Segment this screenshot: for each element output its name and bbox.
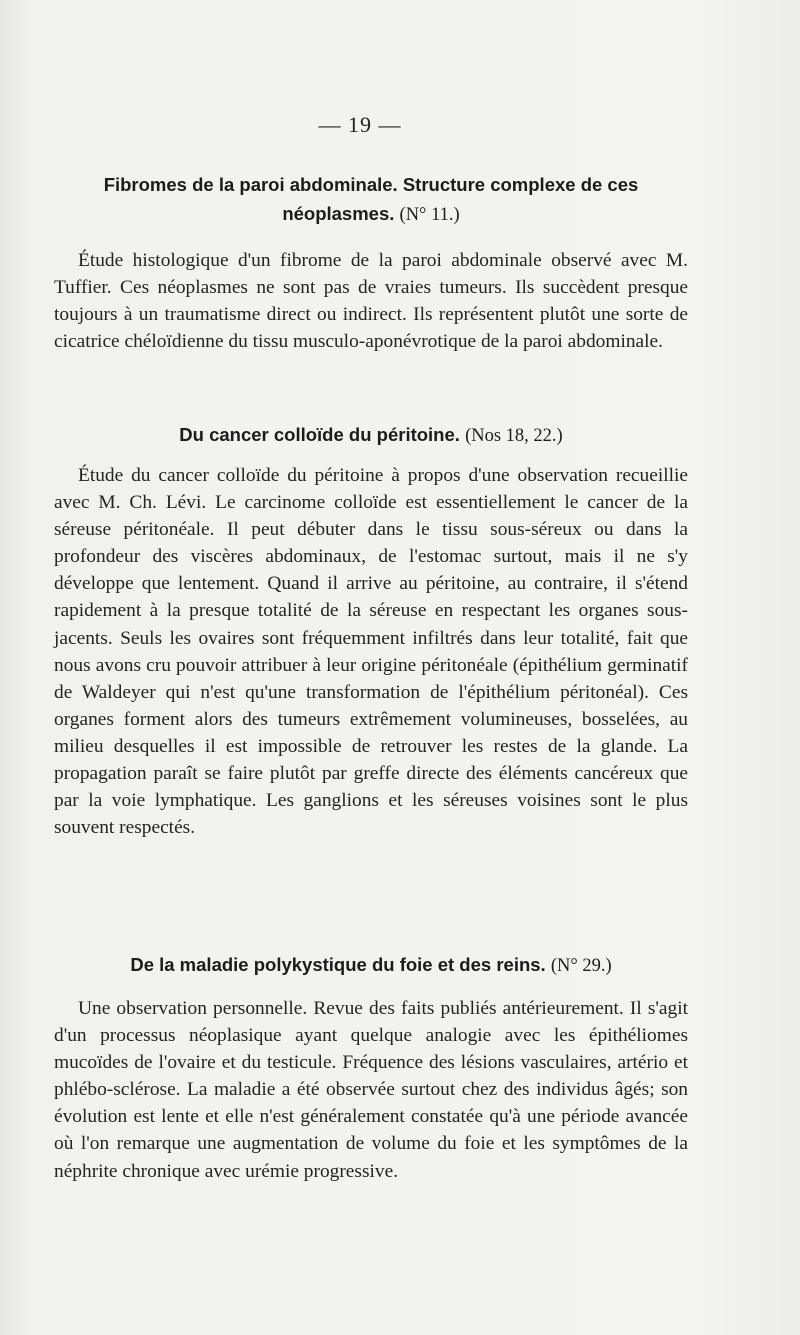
reference-number: (Nos 18, 22.) [465, 426, 563, 446]
reference-number: (N° 11.) [399, 205, 460, 225]
heading-text: De la maladie polykystique du foie et des reins. [130, 954, 546, 975]
section-fibromes [54, 170, 688, 230]
section-cancer-colloide-body [54, 462, 688, 841]
section-heading [54, 950, 688, 981]
reference-number: (N° 29.) [550, 956, 612, 976]
section-heading [54, 170, 688, 230]
heading-text: Du cancer colloïde du péritoine. [179, 424, 460, 445]
page-number: — 19 — [318, 112, 402, 137]
section-maladie-polykystique [54, 950, 688, 981]
section-paragraph: Étude du cancer colloïde du péritoine à propos d'une observation recueillie avec M. Ch. Lévi. Le carcinome colloïde est essentiellement le cancer de la séreuse péritonéale. Il peut débuter dans le tissu sous-séreux ou dans la profondeur des viscères abdominaux, de l'estomac surtout, mais il ne s'y développe que lentement. Quand il arrive au péritoine, au contraire, il s'étend rapidement à la presque totalité de la séreuse en respectant les organes sous-jacents. Seuls les ovaires sont fréquemment infiltrés dans leur totalité, fait que nous avons cru pouvoir attribuer à leur origine péritonéale (épithélium germinatif de Waldeyer qui n'est qu'une transformation de l'épithélium péritonéal). Ces organes forment alors des tumeurs extrêmement volumineuses, bosselées, au milieu desquelles il est impossible de retrouver les restes de la glande. La propagation paraît se faire plutôt par greffe directe des éléments cancéreux que par la voie lymphatique. Les ganglions et les séreuses voisines sont le plus souvent respectés. [54, 465, 688, 839]
section-maladie-polykystique-body [54, 995, 688, 1185]
heading-line [54, 199, 688, 230]
heading-text: néoplasmes. [282, 203, 395, 224]
section-paragraph: Une observation personnelle. Revue des faits publiés antérieurement. Il s'agit d'un processus néoplasique ayant quelque analogie avec les épithéliomes mucoïdes de l'ovaire et du testicule. Fréquence des lésions vasculaires, artério et phlébo-sclérose. La maladie a été observée surtout chez des individus âgés; son évolution est lente et elle n'est généralement constatée qu'à une période avancée où l'on remarque une augmentation de volume du foie et les symptômes de la néphrite chronique avec urémie progressive. [54, 998, 688, 1182]
section-fibromes-body [54, 247, 688, 355]
section-cancer-colloide [54, 420, 688, 451]
section-paragraph: Étude histologique d'un fibrome de la paroi abdominale observé avec M. Tuffier. Ces néoplasmes ne sont pas de vraies tumeurs. Ils succèdent presque toujours à un traumatisme direct ou indirect. Ils représentent plutôt une sorte de cicatrice chéloïdienne du tissu musculo-aponévrotique de la paroi abdominale. [54, 250, 688, 353]
heading-line: Fibromes de la paroi abdominale. Structure complexe de ces [103, 174, 639, 195]
section-heading [54, 420, 688, 451]
